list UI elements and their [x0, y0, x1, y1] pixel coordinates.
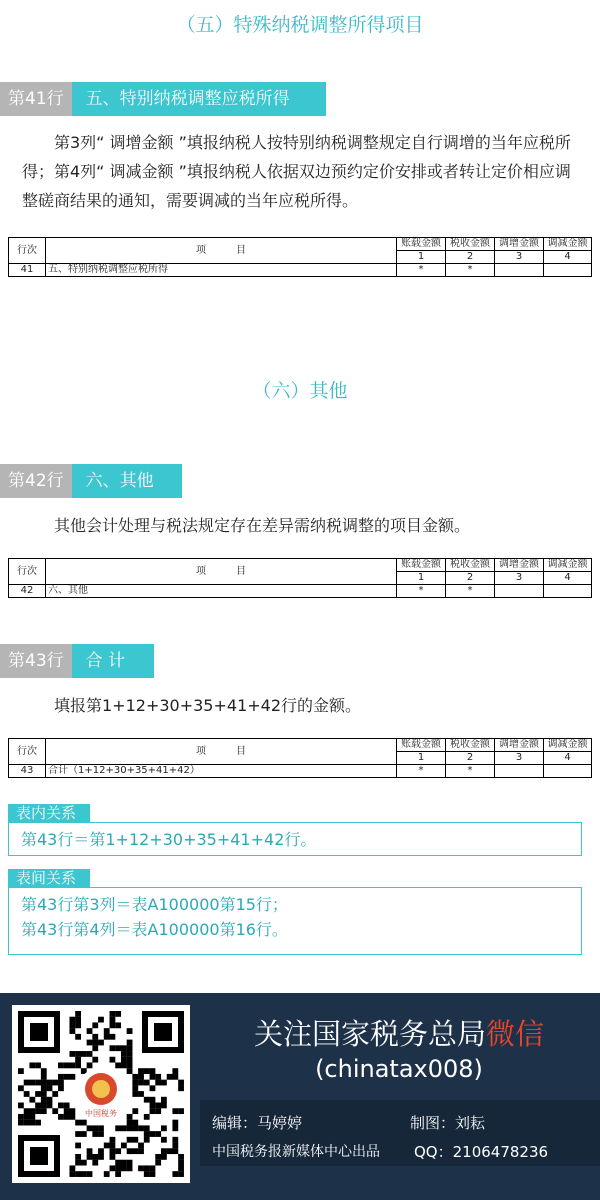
header-num-4: 4: [544, 251, 592, 264]
footer-handle: (chinatax008): [315, 1055, 483, 1083]
row-42-name: 六、其他: [72, 464, 182, 498]
inner-relation-line: 第43行＝第1+12+30+35+41+42行。: [21, 830, 317, 849]
cell-col-1: *: [397, 765, 446, 778]
footer-title: [204, 1012, 594, 1053]
footer-title-main: 关注国家税务总局: [253, 1017, 486, 1051]
row-43-description: 填报第1+12+30+35+41+42行的金额。: [54, 696, 362, 715]
table-row: [9, 765, 592, 778]
cell-col-4: [544, 264, 592, 277]
cell-item: 六、其他: [46, 585, 397, 598]
outer-relation-box: [8, 887, 582, 955]
header-col-3: 调增金额: [495, 559, 544, 572]
header-num-2: 2: [446, 251, 495, 264]
header-col-2: 税收金额: [446, 559, 495, 572]
row-42-description: 其他会计处理与税法规定存在差异需纳税调整的项目金额。: [54, 516, 471, 535]
cell-col-1: *: [397, 264, 446, 277]
row-43-tag: [0, 644, 154, 678]
cell-item: 五、特别纳税调整应税所得: [46, 264, 397, 277]
qr-code-icon: [12, 1005, 190, 1183]
table-row: [9, 585, 592, 598]
header-col-2: 税收金额: [446, 739, 495, 752]
row-42-number: 第42行: [0, 464, 72, 498]
cell-row-no: 43: [9, 765, 46, 778]
header-item: 项 目: [46, 238, 397, 264]
header-col-1: 账载金额: [397, 238, 446, 251]
row-43-number: 第43行: [0, 644, 72, 678]
header-col-4: 调减金额: [544, 739, 592, 752]
row-41-tag: [0, 82, 326, 116]
header-col-1: 账载金额: [397, 739, 446, 752]
header-num-3: 3: [495, 572, 544, 585]
footer-editor: 编辑：马婷婷: [212, 1114, 303, 1132]
header-row-no: 行次: [9, 559, 46, 585]
header-item: 项 目: [46, 559, 397, 585]
inner-relation-box: [8, 822, 582, 856]
cell-item: 合计（1+12+30+35+41+42）: [46, 765, 397, 778]
row-41-description: 第3列“ 调增金额 ”填报纳税人按特别纳税调整规定自行调增的当年应税所得；第4列“ 调减金额 ”填报纳税人依据双边预约定价安排或者转让定价相应调整磋商结果的通知，需要调减的当年应税所得。: [22, 133, 571, 210]
cell-col-1: *: [397, 585, 446, 598]
header-col-4: 调减金额: [544, 238, 592, 251]
cell-col-4: [544, 585, 592, 598]
row-41-table: [8, 237, 592, 277]
section-title-five: （五）特殊纳税调整所得项目: [176, 14, 424, 36]
footer-qq: QQ：2106478236: [414, 1143, 549, 1161]
header-col-4: 调减金额: [544, 559, 592, 572]
header-num-4: 4: [544, 752, 592, 765]
header-row-no: 行次: [9, 739, 46, 765]
section-title-six: （六）其他: [252, 380, 348, 402]
cell-row-no: 41: [9, 264, 46, 277]
row-43-name: 合 计: [72, 644, 154, 678]
cell-col-2: *: [446, 765, 495, 778]
row-42-table: [8, 558, 592, 598]
cell-col-4: [544, 765, 592, 778]
header-num-2: 2: [446, 572, 495, 585]
row-42-tag: [0, 464, 182, 498]
header-item: 项 目: [46, 739, 397, 765]
header-row-no: 行次: [9, 238, 46, 264]
cell-row-no: 42: [9, 585, 46, 598]
header-num-3: 3: [495, 251, 544, 264]
cell-col-3: [495, 585, 544, 598]
table-row: [9, 264, 592, 277]
row-41-number: 第41行: [0, 82, 72, 116]
outer-relation-label: 表间关系: [8, 869, 90, 887]
header-col-1: 账载金额: [397, 559, 446, 572]
outer-relation-line: 第43行第3列＝表A100000第15行；: [21, 895, 288, 914]
row-41-name: 五、特别纳税调整应税所得: [72, 82, 326, 116]
cell-col-2: *: [446, 585, 495, 598]
header-col-3: 调增金额: [495, 739, 544, 752]
inner-relation-label: 表内关系: [8, 804, 90, 822]
cell-col-3: [495, 264, 544, 277]
header-num-1: 1: [397, 251, 446, 264]
header-num-1: 1: [397, 572, 446, 585]
footer-title-highlight: 微信: [486, 1017, 545, 1051]
header-num-2: 2: [446, 752, 495, 765]
header-col-2: 税收金额: [446, 238, 495, 251]
header-col-3: 调增金额: [495, 238, 544, 251]
cell-col-3: [495, 765, 544, 778]
row-43-table: [8, 738, 592, 778]
qr-code[interactable]: [12, 1005, 190, 1183]
header-num-4: 4: [544, 572, 592, 585]
footer-designer: 制图：刘耘: [410, 1114, 486, 1132]
header-num-1: 1: [397, 752, 446, 765]
cell-col-2: *: [446, 264, 495, 277]
outer-relation-line: 第43行第4列＝表A100000第16行。: [21, 920, 288, 939]
header-num-3: 3: [495, 752, 544, 765]
seal-text: 中国税务: [85, 1109, 117, 1118]
footer-producer: 中国税务报新媒体中心出品: [212, 1144, 380, 1160]
